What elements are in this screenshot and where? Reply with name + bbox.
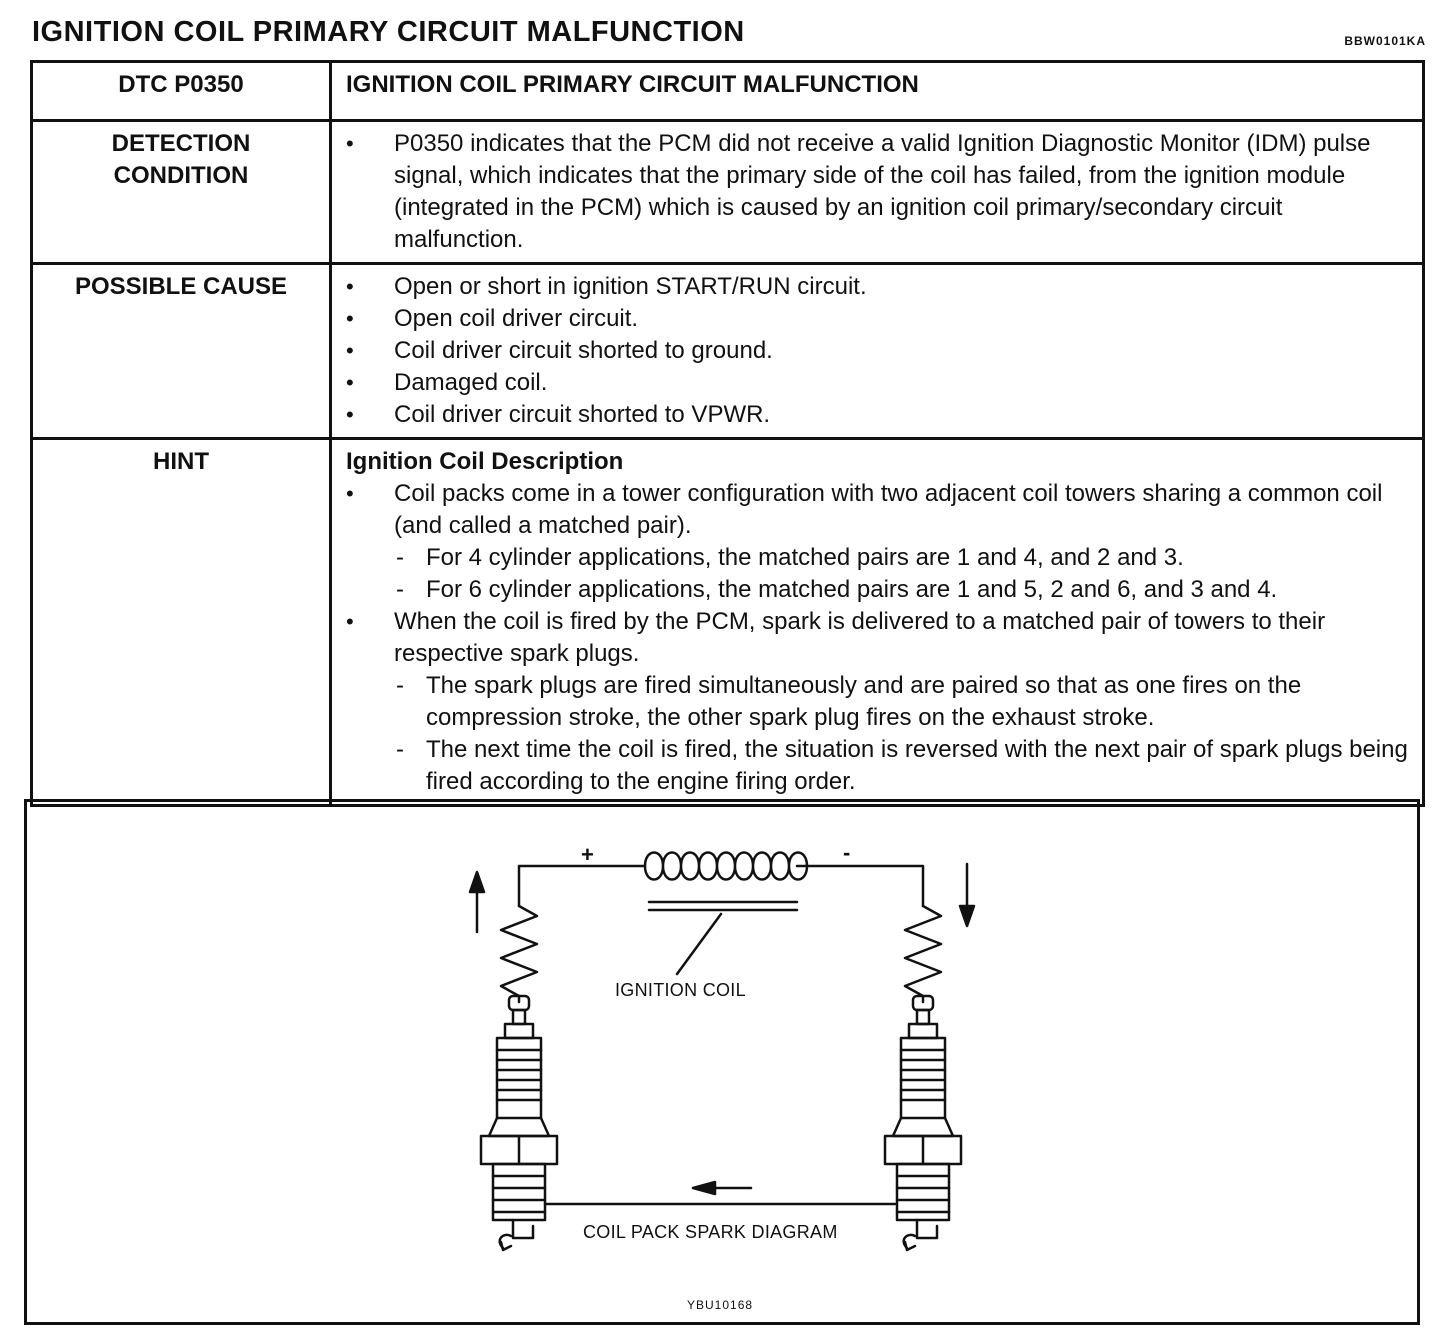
hint-item-text: When the coil is fired by the PCM, spark is delivered to a matched pair of towers to their respective spark plugs.: [394, 608, 1326, 667]
ignition-coil-label: IGNITION COIL: [615, 980, 746, 1000]
table-row-hint: [32, 439, 1424, 806]
negative-terminal-label: -: [843, 840, 851, 865]
arrow-down-icon: [960, 864, 974, 926]
resistor-left-icon: [501, 906, 537, 1002]
positive-terminal-label: +: [581, 842, 595, 867]
document-code: BBW0101KA: [1344, 34, 1426, 48]
hint-label: HINT: [32, 439, 331, 806]
hint-subitem: - The spark plugs are fired simultaneously and are paired so that as one fires on the compression stroke, the other spark plug fires on the exhaust stroke.: [394, 670, 1412, 734]
hint-subitem: - For 6 cylinder applications, the matched pairs are 1 and 5, 2 and 6, and 3 and 4.: [394, 574, 1412, 606]
coil-winding-icon: [645, 853, 807, 975]
coil-pack-diagram-svg: [27, 802, 1417, 1322]
detection-condition-content: [331, 121, 1424, 264]
hint-heading: Ignition Coil Description: [346, 448, 624, 475]
possible-cause-label: POSSIBLE CAUSE: [32, 264, 331, 439]
coil-pack-diagram: [24, 799, 1420, 1325]
cause-item: • Coil driver circuit shorted to VPWR.: [346, 399, 1412, 431]
hint-subitem: - For 4 cylinder applications, the matched pairs are 1 and 4, and 2 and 3.: [394, 542, 1412, 574]
hint-item: [346, 606, 1412, 798]
detection-condition-label: DETECTION CONDITION: [32, 121, 331, 264]
table-row-detection: [32, 121, 1424, 264]
coil-leader-line: [677, 914, 721, 974]
dtc-table: [30, 60, 1425, 807]
hint-content: [331, 439, 1424, 806]
cause-item: • Coil driver circuit shorted to ground.: [346, 335, 1412, 367]
figure-code: YBU10168: [687, 1298, 754, 1312]
diagram-caption: COIL PACK SPARK DIAGRAM: [583, 1222, 838, 1242]
wire-top-left: [519, 866, 645, 906]
arrow-up-icon: [470, 872, 484, 932]
table-row-header: [32, 62, 1424, 121]
cause-item: • Open coil driver circuit.: [346, 303, 1412, 335]
hint-item-text: Coil packs come in a tower configuration with two adjacent coil towers sharing a common coil (and called a matched pair).: [394, 480, 1383, 539]
arrow-left-icon: [693, 1182, 751, 1194]
possible-cause-content: [331, 264, 1424, 439]
dtc-code-cell: DTC P0350: [32, 62, 331, 121]
dtc-description-cell: IGNITION COIL PRIMARY CIRCUIT MALFUNCTION: [331, 62, 1424, 121]
hint-item: [346, 478, 1412, 606]
table-row-possible-cause: [32, 264, 1424, 439]
spark-plug-left-icon: [481, 996, 557, 1250]
cause-item: • Open or short in ignition START/RUN circuit.: [346, 271, 1412, 303]
wire-top-right: [797, 866, 923, 906]
resistor-right-icon: [905, 906, 941, 1002]
hint-subitem: - The next time the coil is fired, the situation is reversed with the next pair of spark plugs being fired according to the engine firing order.: [394, 734, 1412, 798]
cause-item: • Damaged coil.: [346, 367, 1412, 399]
spark-plug-right-icon: [885, 996, 961, 1250]
page-title: IGNITION COIL PRIMARY CIRCUIT MALFUNCTION: [32, 16, 745, 48]
detection-item: • P0350 indicates that the PCM did not receive a valid Ignition Diagnostic Monitor (IDM) pulse signal, which indicates that the primary side of the coil has failed, from the ignition module (integrated in the PCM) which is caused by an ignition coil primary/secondary circuit malfunction.: [346, 128, 1412, 256]
